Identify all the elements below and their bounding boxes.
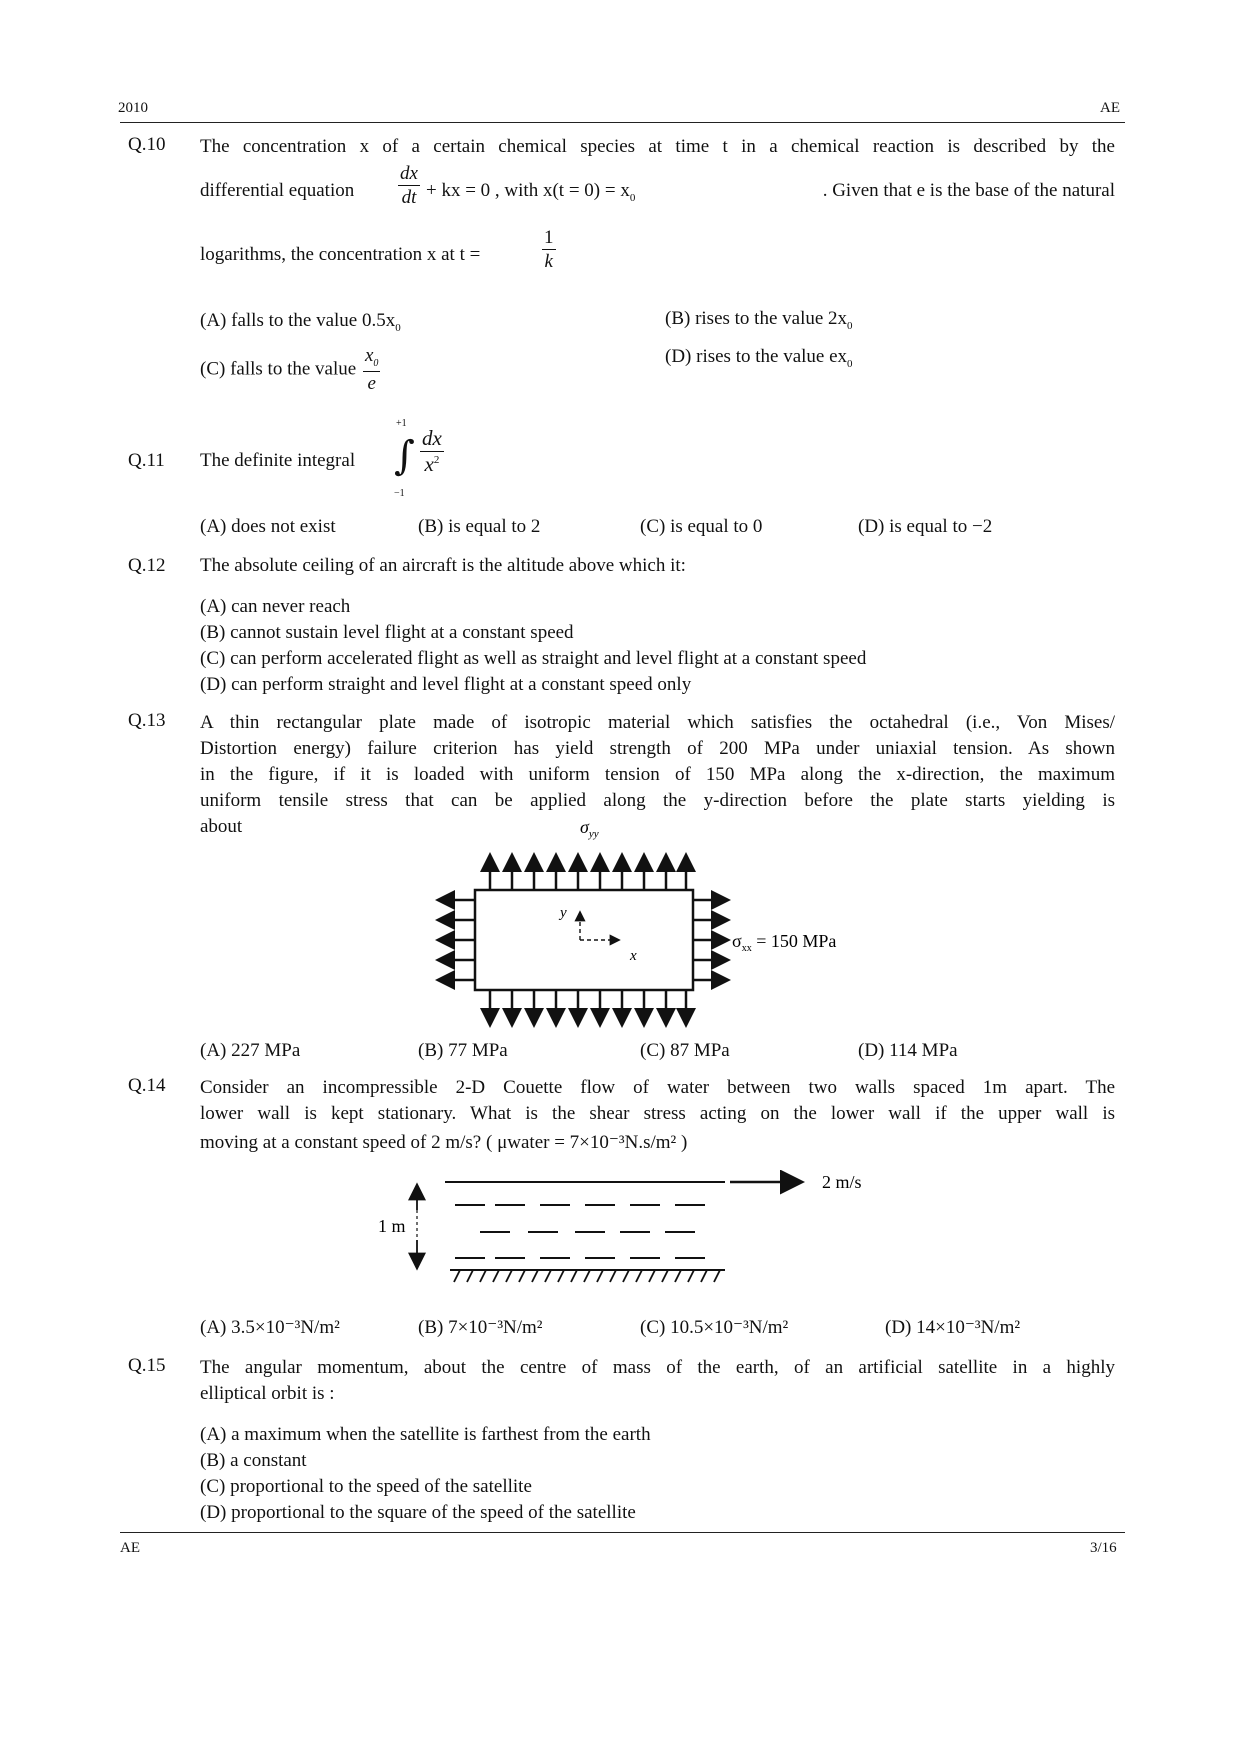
q10-option-a-text: (A) falls to the value 0.5x (200, 310, 396, 331)
footer-page: 3/16 (1090, 1540, 1117, 1556)
top-arrows (490, 857, 686, 890)
header-rule (120, 122, 1125, 123)
q13-line5: about (200, 816, 243, 837)
axes (580, 913, 618, 940)
q10-option-d (665, 346, 853, 370)
q11-den-exp: 2 (433, 454, 440, 466)
q13-line2: Distortion energy) failure criterion has yield strength of 200 MPa under uniaxial tension. As shown (200, 738, 1115, 759)
q15-option-c: (C) proportional to the speed of the satellite (200, 1476, 532, 1497)
header-code: AE (1100, 100, 1120, 116)
q15-option-b: (B) a constant (200, 1450, 307, 1471)
q10-line3 (200, 228, 600, 284)
q15-line2: elliptical orbit is : (200, 1383, 335, 1404)
q15-option-a: (A) a maximum when the satellite is farthest from the earth (200, 1424, 651, 1445)
q14-line1: Consider an incompressible 2-D Couette flow of water between two walls spaced 1m apart. The (200, 1077, 1115, 1098)
q13-option-d: (D) 114 MPa (858, 1040, 958, 1061)
q11-number: Q.11 (128, 450, 165, 471)
q10-option-c-sub: 0 (373, 357, 379, 369)
q10-option-c-frac (363, 346, 380, 393)
q10-line3-text: logarithms, the concentration x at t = (200, 244, 481, 265)
q10-sub0: 0 (629, 191, 636, 204)
q11-option-c: (C) is equal to 0 (640, 516, 763, 537)
q14-option-a: (A) 3.5×10⁻³N/m² (200, 1317, 340, 1338)
q15-line1: The angular momentum, about the centre of mass of the earth, of an artificial satellite in a highly (200, 1357, 1115, 1378)
q10-eq: + kx = 0 , with x(t = 0) = x (426, 180, 630, 201)
q10-line2-b (426, 180, 635, 204)
lower-wall-hatch (454, 1270, 720, 1282)
q13-option-a: (A) 227 MPa (200, 1040, 301, 1061)
q13-axis-x: x (630, 948, 637, 964)
q11-integral (392, 418, 472, 498)
q13-plate-figure (420, 815, 900, 1035)
right-arrows (693, 900, 726, 980)
q10-option-d-text: (D) rises to the value ex (665, 346, 848, 367)
q10-line2 (200, 164, 1115, 220)
q11-option-b: (B) is equal to 2 (418, 516, 541, 537)
q14-option-d: (D) 14×10⁻³N/m² (885, 1317, 1021, 1338)
q10-frac-k: k (544, 251, 553, 272)
q14-gap-label: 1 m (378, 1216, 406, 1236)
q10-option-c-num (363, 346, 380, 372)
q15-option-d: (D) proportional to the square of the speed of the satellite (200, 1502, 636, 1523)
q13-option-c: (C) 87 MPa (640, 1040, 730, 1061)
q14-line2: lower wall is kept stationary. What is the shear stress acting on the lower wall if the upper wall is (200, 1103, 1115, 1124)
q10-line2-a: differential equation (200, 180, 355, 201)
q10-option-b-text: (B) rises to the value 2x (665, 308, 848, 329)
q10-frac-one: 1 (544, 227, 554, 248)
q10-line1: The concentration x of a certain chemical species at time t in a chemical reaction is described by the (200, 136, 1115, 157)
q14-number: Q.14 (128, 1075, 166, 1096)
q11-option-d: (D) is equal to −2 (858, 516, 993, 537)
q11-fraction (420, 428, 444, 475)
q10-frac-dxdt (398, 164, 420, 207)
bottom-arrows (490, 990, 686, 1023)
q12-number: Q.12 (128, 555, 166, 576)
q15-number: Q.15 (128, 1355, 166, 1376)
integral-sign-icon: ∫ (394, 433, 415, 479)
q10-option-c-x: x (364, 345, 374, 366)
q13-line1: A thin rectangular plate made of isotropic material which satisfies the octahedral (i.e., Von Mises/ (200, 712, 1115, 733)
q10-option-d-sub: 0 (847, 357, 853, 370)
q11-option-a: (A) does not exist (200, 516, 336, 537)
footer-rule (120, 1532, 1125, 1533)
q14-option-c: (C) 10.5×10⁻³N/m² (640, 1317, 789, 1338)
q11-num: dx (422, 426, 442, 450)
q13-option-b: (B) 77 MPa (418, 1040, 508, 1061)
q11-text: The definite integral (200, 450, 356, 471)
q13-number: Q.13 (128, 710, 166, 731)
left-arrows (440, 900, 475, 980)
q14-line3: moving at a constant speed of 2 m/s? ( μwater = 7×10⁻³N.s/m² ) (200, 1132, 688, 1153)
q10-line2-c: . Given that e is the base of the natural (822, 180, 1115, 201)
q11-den-x: x (424, 452, 434, 476)
footer-code: AE (120, 1540, 140, 1556)
q14-speed-label: 2 m/s (822, 1172, 862, 1192)
q12-option-c: (C) can perform accelerated flight as well as straight and level flight at a constant speed (200, 648, 867, 669)
q14-couette-figure (370, 1170, 890, 1290)
q10-option-c (200, 346, 382, 393)
q13-sigma-xx-label: $\sigma_{xx} = 150$ MPa (732, 931, 837, 954)
flow-lines (455, 1205, 705, 1258)
q12-option-b: (B) cannot sustain level flight at a constant speed (200, 622, 574, 643)
q13-axis-y: y (560, 905, 567, 921)
q10-option-a (200, 310, 401, 334)
q12-option-a: (A) can never reach (200, 596, 351, 617)
q11-lower-limit: −1 (394, 488, 405, 499)
q12-text: The absolute ceiling of an aircraft is the altitude above which it: (200, 555, 686, 576)
header-year: 2010 (118, 100, 148, 116)
q10-frac-dt: dt (401, 187, 417, 208)
q10-option-b-sub: 0 (847, 319, 853, 332)
q13-line3: in the figure, if it is loaded with uniform tension of 150 MPa along the x-direction, the maximum (200, 764, 1115, 785)
q13-line4: uniform tensile stress that can be applied along the y-direction before the plate starts yielding is (200, 790, 1115, 811)
q10-option-c-text: (C) falls to the value (200, 358, 357, 380)
q10-frac-dx: dx (400, 163, 418, 184)
q11-den (420, 452, 444, 475)
q12-option-d: (D) can perform straight and level flight at a constant speed only (200, 674, 692, 695)
q13-sigma-yy-label: $\sigma_{yy}$ (580, 817, 599, 840)
q10-option-b (665, 308, 853, 332)
q10-option-c-den: e (367, 372, 376, 394)
q11-upper-limit: +1 (396, 418, 407, 429)
q10-number: Q.10 (128, 134, 166, 155)
q10-option-a-sub: 0 (395, 321, 401, 334)
q10-frac-1k (542, 228, 556, 271)
q14-option-b: (B) 7×10⁻³N/m² (418, 1317, 543, 1338)
